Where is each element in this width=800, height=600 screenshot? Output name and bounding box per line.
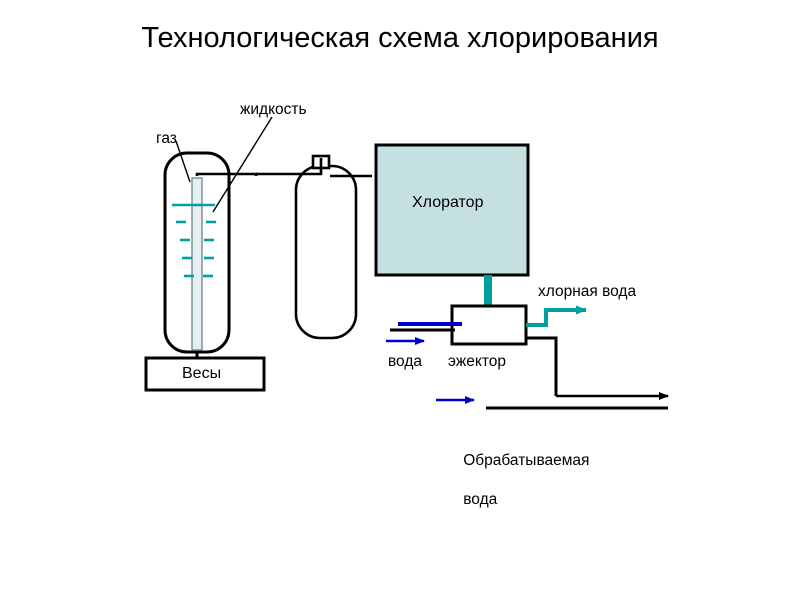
label-chlorator: Хлоратор	[412, 194, 484, 211]
ejector-box	[452, 306, 526, 344]
label-chlorine-water: хлорная вода	[538, 283, 637, 300]
label-ejector: эжектор	[448, 353, 507, 370]
treated-water-main	[436, 396, 668, 408]
label-water: вода	[388, 353, 423, 370]
label-treated-water-line1: Обрабатываемая	[463, 452, 590, 470]
label-liquid: жидкость	[240, 101, 307, 118]
weighed-container	[165, 153, 229, 365]
label-scales: Весы	[182, 365, 222, 382]
label-treated-water	[446, 432, 589, 529]
label-treated-water-line2: вода	[463, 491, 498, 509]
gas-cylinder	[296, 156, 356, 338]
page-title: Технологическая схема хлорирования	[141, 22, 659, 54]
label-gas: газ	[156, 130, 177, 147]
chlorine-water-outlet	[526, 310, 586, 396]
